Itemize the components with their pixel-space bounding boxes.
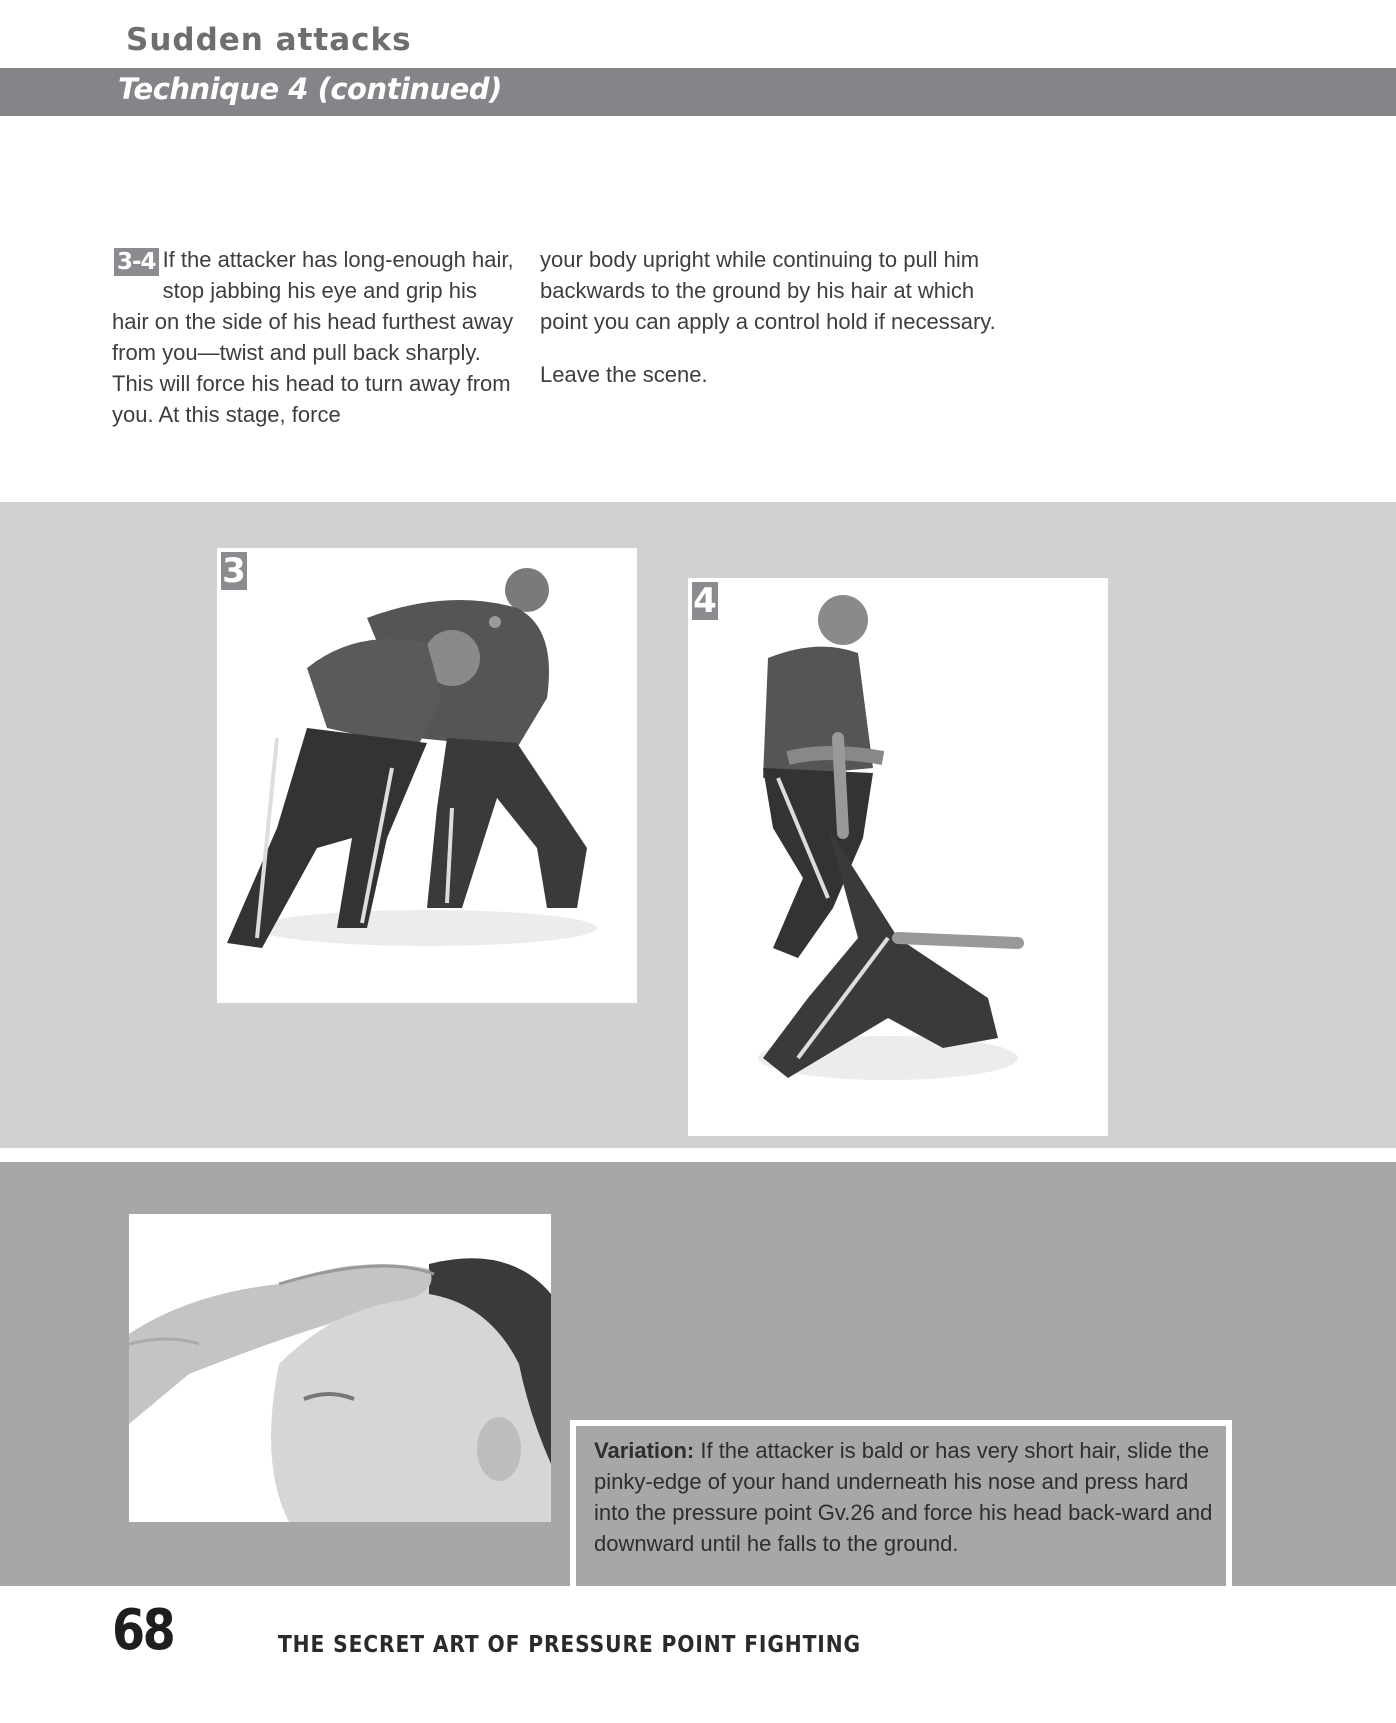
left-column-text: If the attacker has long-enough hair, stop jabbing his eye and grip his hair on the side of his head furthest away from you—twist and pull back sharply. This will force his head to turn away from you. At this stage, force xyxy=(112,247,514,427)
body-paragraph-left xyxy=(112,244,517,430)
photo-3 xyxy=(217,548,637,1003)
variation-photo xyxy=(129,1214,551,1522)
photo-4 xyxy=(688,578,1108,1136)
step-badge: 3-4 xyxy=(114,248,159,276)
photo-4-illustration xyxy=(688,578,1108,1136)
variation-body: If the attacker is bald or has very short hair, slide the pinky-edge of your hand underneath his nose and press hard into the pressure point Gv.26 and force his head back-ward and downward until he falls to the ground. xyxy=(594,1438,1213,1556)
section-title: Sudden attacks xyxy=(126,22,412,58)
body-paragraph-right-1: your body upright while continuing to pull him backwards to the ground by his hair at which point you can apply a control hold if necessary. xyxy=(540,247,996,334)
photo-4-number: 4 xyxy=(693,581,717,621)
body-paragraph-right-2: Leave the scene. xyxy=(540,362,708,387)
variation-text xyxy=(594,1435,1219,1559)
variation-photo-illustration xyxy=(129,1214,551,1522)
page-number: 68 xyxy=(112,1598,174,1663)
photo-3-illustration xyxy=(217,548,637,1003)
body-text-left-column xyxy=(112,244,517,430)
body-text-right-column xyxy=(540,244,1000,390)
technique-title: Technique 4 (continued) xyxy=(118,72,502,106)
variation-label: Variation: xyxy=(594,1438,695,1463)
photo-3-number: 3 xyxy=(222,551,246,591)
book-title: THE SECRET ART OF PRESSURE POINT FIGHTING xyxy=(278,1632,862,1658)
